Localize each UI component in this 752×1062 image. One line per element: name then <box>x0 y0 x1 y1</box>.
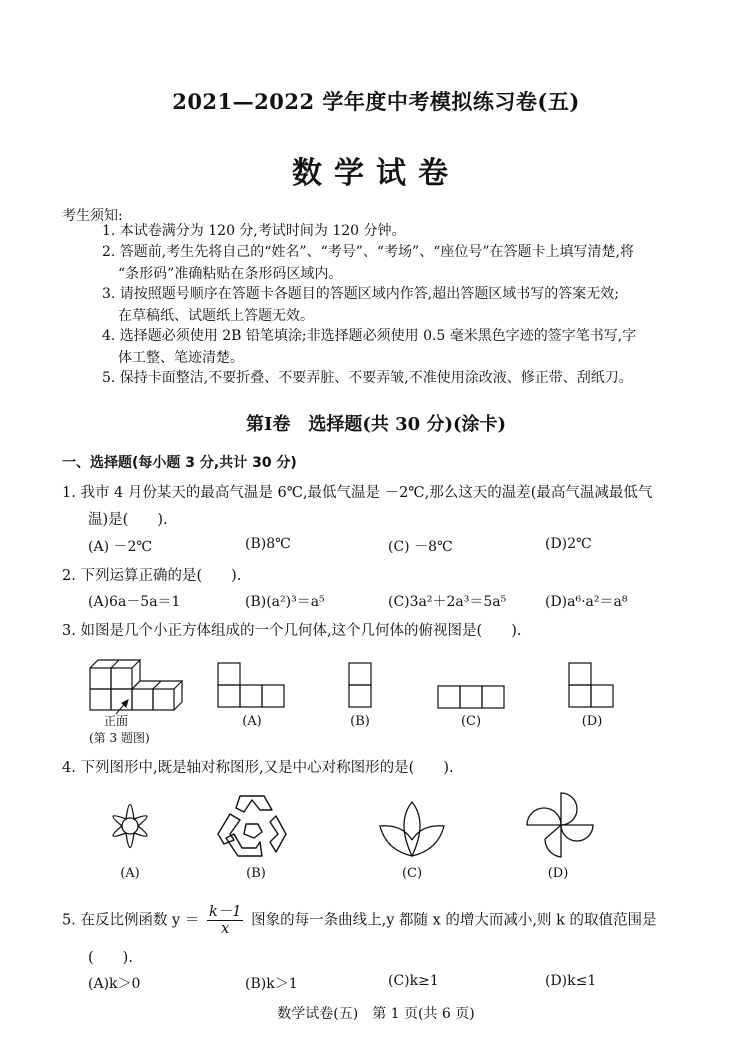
q5-option-b: (B)k＞1 <box>245 976 298 992</box>
q1-option-d: (D)2℃ <box>545 536 592 552</box>
question-3-text: 3. 如图是几个小正方体组成的一个几何体,这个几何体的俯视图是( ). <box>62 623 522 639</box>
q5-text-post: 图象的每一条曲线上,y 都随 x 的增大而减小,则 k 的取值范围是 <box>251 912 657 929</box>
notice-item: 4. 选择题必须使用 2B 铅笔填涂;非选择题必须使用 0.5 毫米黑色字迹的签字笔书写,字 <box>102 328 637 344</box>
q5-fraction <box>207 904 244 937</box>
notice-item: 1. 本试卷满分为 120 分,考试时间为 120 分钟。 <box>102 223 406 239</box>
q3-front-label: 正面 <box>104 714 129 728</box>
q1-option-b: (B)8℃ <box>245 536 291 552</box>
q4-option-b-label: (B) <box>246 866 266 881</box>
q2-option-d: (D)a⁶·a²＝a⁸ <box>545 594 628 610</box>
q5-option-a: (A)k＞0 <box>88 976 141 992</box>
notice-item: 3. 请按照题号顺序在答题卡各题目的答题区域内作答,超出答题区域书写的答案无效; <box>102 286 619 302</box>
q3-option-b-figure <box>348 662 372 708</box>
q4-option-d-figure <box>522 788 600 862</box>
question-1-text: 1. 我市 4 月份某天的最高气温是 6℃,最低气温是 －2℃,那么这天的温差(最高气温减最低气 <box>62 485 653 501</box>
subject-title: 数学试卷 <box>292 156 460 191</box>
q3-option-b-label: (B) <box>350 714 370 729</box>
q5-option-d: (D)k≤1 <box>545 973 597 989</box>
question-5-text-cont: ( ). <box>88 950 133 966</box>
q2-option-c: (C)3a²＋2a³＝5a⁵ <box>388 594 507 610</box>
question-5-text <box>62 904 657 937</box>
q2-option-b: (B)(a²)³＝a⁵ <box>245 594 325 610</box>
q3-option-c-figure <box>437 685 505 709</box>
q5-text-pre: 5. 在反比例函数 y ＝ <box>62 912 200 929</box>
notice-item-continued: “条形码”准确粘贴在条形码区域内。 <box>118 266 343 282</box>
q4-option-d-label: (D) <box>547 866 569 881</box>
q5-fraction-numerator: k－1 <box>208 904 242 920</box>
q4-option-a-figure <box>96 790 164 862</box>
q2-option-a: (A)6a－5a＝1 <box>88 594 181 610</box>
q3-option-d-label: (D) <box>581 714 603 729</box>
q3-option-c-label: (C) <box>460 714 482 729</box>
q5-option-c: (C)k≥1 <box>388 973 439 989</box>
notice-item-continued: 体工整、笔迹清楚。 <box>118 350 244 366</box>
q5-fraction-denominator: x <box>221 921 230 937</box>
notice-item-continued: 在草稿纸、试题纸上答题无效。 <box>118 308 314 324</box>
question-4-text: 4. 下列图形中,既是轴对称图形,又是中心对称图形的是( ). <box>62 760 454 776</box>
document-title: 2021—2022 学年度中考模拟练习卷(五) <box>172 89 580 114</box>
q4-option-c-figure <box>378 800 446 860</box>
q4-option-b-figure <box>216 794 288 858</box>
q3-figure-caption: (第 3 题图) <box>89 731 150 745</box>
q4-option-a-label: (A) <box>120 866 140 881</box>
question-2-text: 2. 下列运算正确的是( ). <box>62 568 242 584</box>
notice-item: 5. 保持卡面整洁,不要折叠、不要弄脏、不要弄皱,不准使用涂改液、修正带、刮纸刀。 <box>102 370 633 386</box>
q4-option-c-label: (C) <box>401 866 423 881</box>
q3-option-a-label: (A) <box>242 714 262 729</box>
section-title: 第Ⅰ卷 选择题(共 30 分)(涂卡) <box>245 414 507 435</box>
question-1-text-cont: 温)是( ). <box>88 512 168 528</box>
q3-option-a-figure <box>217 662 285 708</box>
notice-item: 2. 答题前,考生先将自己的“姓名”、“考号”、“考场”、“座位号”在答题卡上填写清楚,将 <box>102 244 634 260</box>
part-title: 一、选择题(每小题 3 分,共计 30 分) <box>62 455 297 471</box>
page-footer: 数学试卷(五) 第 1 页(共 6 页) <box>277 1006 475 1022</box>
q3-solid-figure <box>86 646 186 718</box>
q1-option-c: (C) －8℃ <box>388 539 453 555</box>
q3-option-d-figure <box>568 662 614 708</box>
notice-heading: 考生须知: <box>62 208 123 224</box>
q1-option-a: (A) －2℃ <box>88 539 153 555</box>
